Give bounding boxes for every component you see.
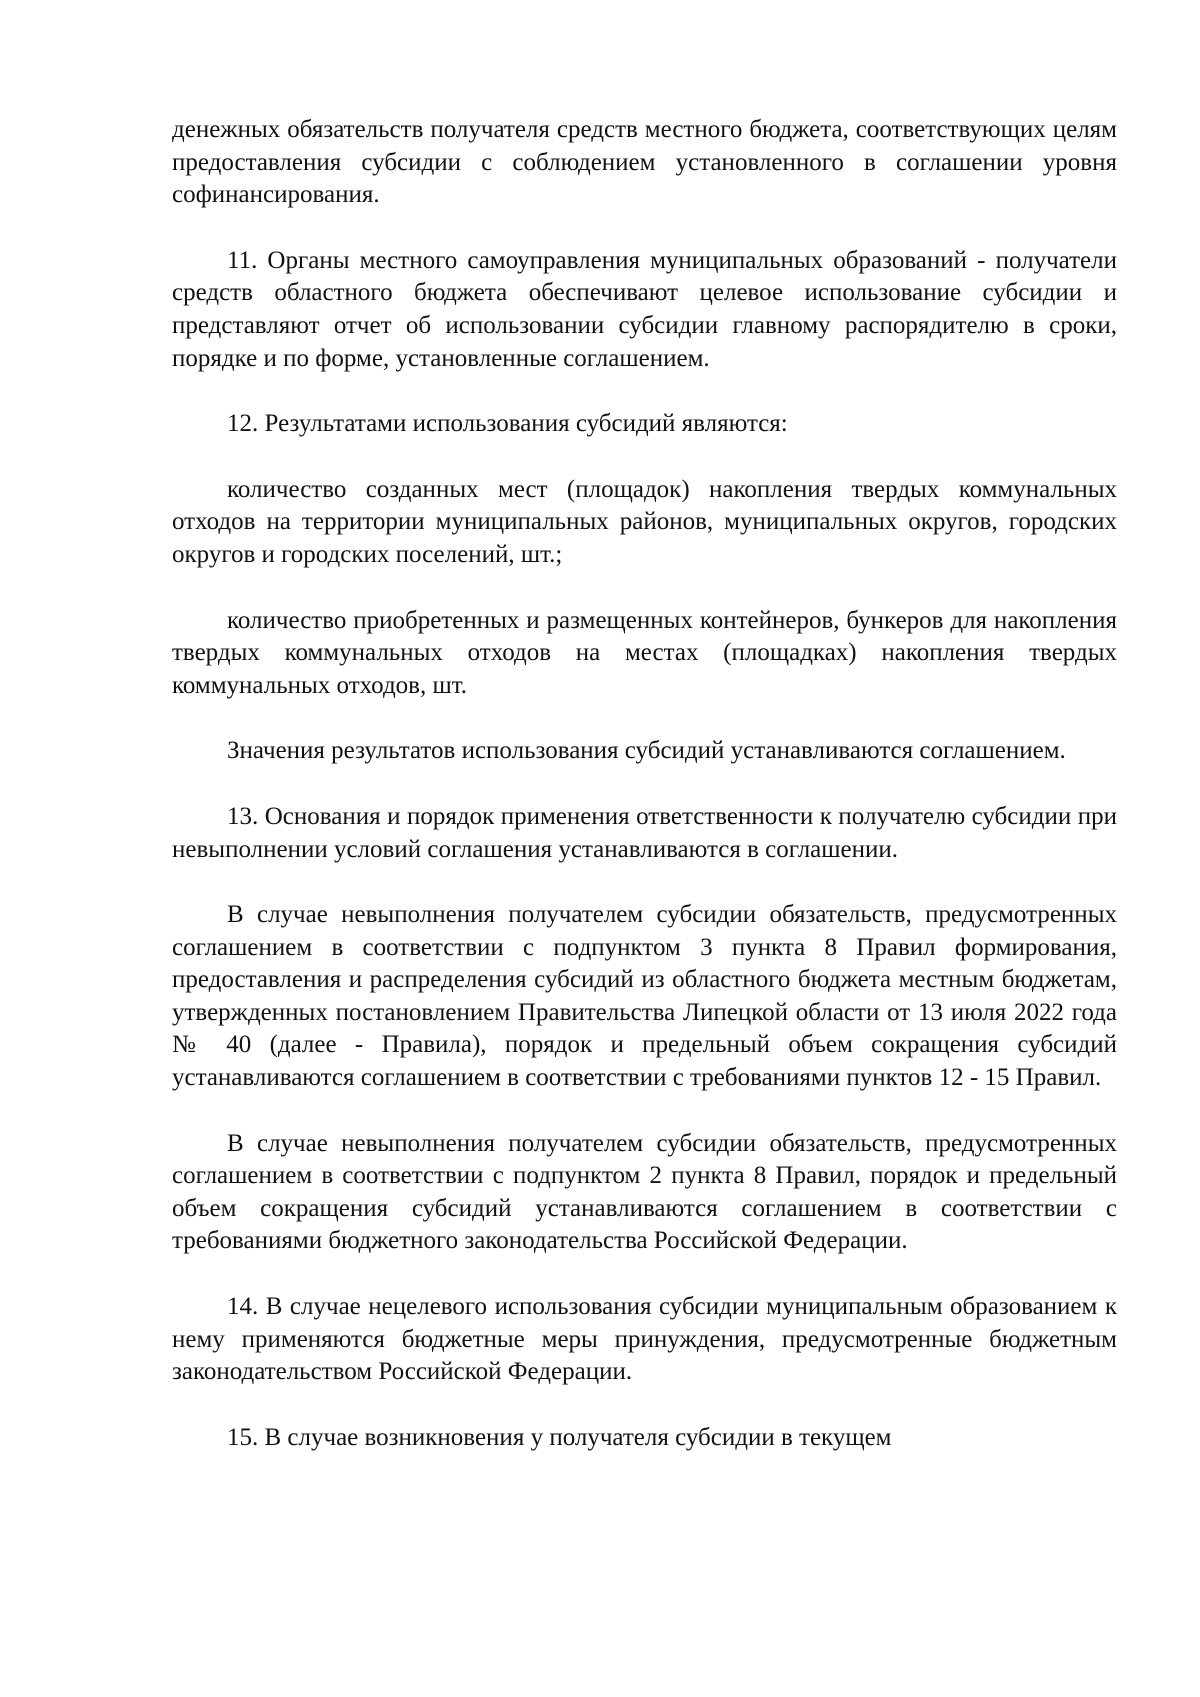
paragraph-continuation: денежных обязательств получателя средств местного бюджета, соответствующих целям предоставления субсидии с соблюдением установленного в соглашении уровня софинансирования. — [172, 116, 1117, 209]
paragraph-result-values: Значения результатов использования субсидий устанавливаются соглашением. — [227, 737, 1066, 765]
document-body — [172, 114, 1117, 1454]
paragraph-item-14: 14. В случае нецелевого использования субсидии муниципальным образованием к нему применяются бюджетные меры принуждения, предусмотренные бюджетным законодательством Российской Федерации. — [172, 1293, 1117, 1386]
paragraph-noncompliance-subpoint-2: В случае невыполнения получателем субсидии обязательств, предусмотренных соглашением в соответствии с подпунктом 2 пункта 8 Правил, порядок и предельный объем сокращения субсидий устанавливаются соглашением в соответствии с требованиями бюджетного законодательства Российской Федерации. — [172, 1129, 1117, 1255]
paragraph-item-11: 11. Органы местного самоуправления муниципальных образований - получатели средств областного бюджета обеспечивают целевое использование субсидии и представляют отчет об использовании субсидии главному распорядителю в сроки, порядке и по форме, установленные соглашением. — [172, 246, 1117, 372]
paragraph-item-15: 15. В случае возникновения у получателя субсидии в текущем — [227, 1423, 892, 1451]
paragraph-result-containers: количество приобретенных и размещенных контейнеров, бункеров для накопления твердых коммунальных отходов на местах (площадках) накопления твердых коммунальных отходов, шт. — [172, 606, 1117, 699]
paragraph-noncompliance-subpoint-3: В случае невыполнения получателем субсидии обязательств, предусмотренных соглашением в соответствии с подпунктом 3 пункта 8 Правил формирования, предоставления и распределения субсидий из областного бюджета местным бюджетам, утвержденных постановлением Правительства Липецкой области от 13 июля 2022 года № 40 (далее - Правила), порядок и предельный объем сокращения субсидий устанавливаются соглашением в соответствии с требованиями пунктов 12 - 15 Правил. — [172, 901, 1117, 1092]
paragraph-item-12: 12. Результатами использования субсидий являются: — [227, 410, 788, 438]
paragraph-item-13: 13. Основания и порядок применения ответственности к получателю субсидии при невыполнении условий соглашения устанавливаются в соглашении. — [172, 802, 1117, 863]
paragraph-result-sites: количество созданных мест (площадок) накопления твердых коммунальных отходов на территории муниципальных районов, муниципальных округов, городских округов и городских поселений, шт.; — [172, 475, 1117, 568]
